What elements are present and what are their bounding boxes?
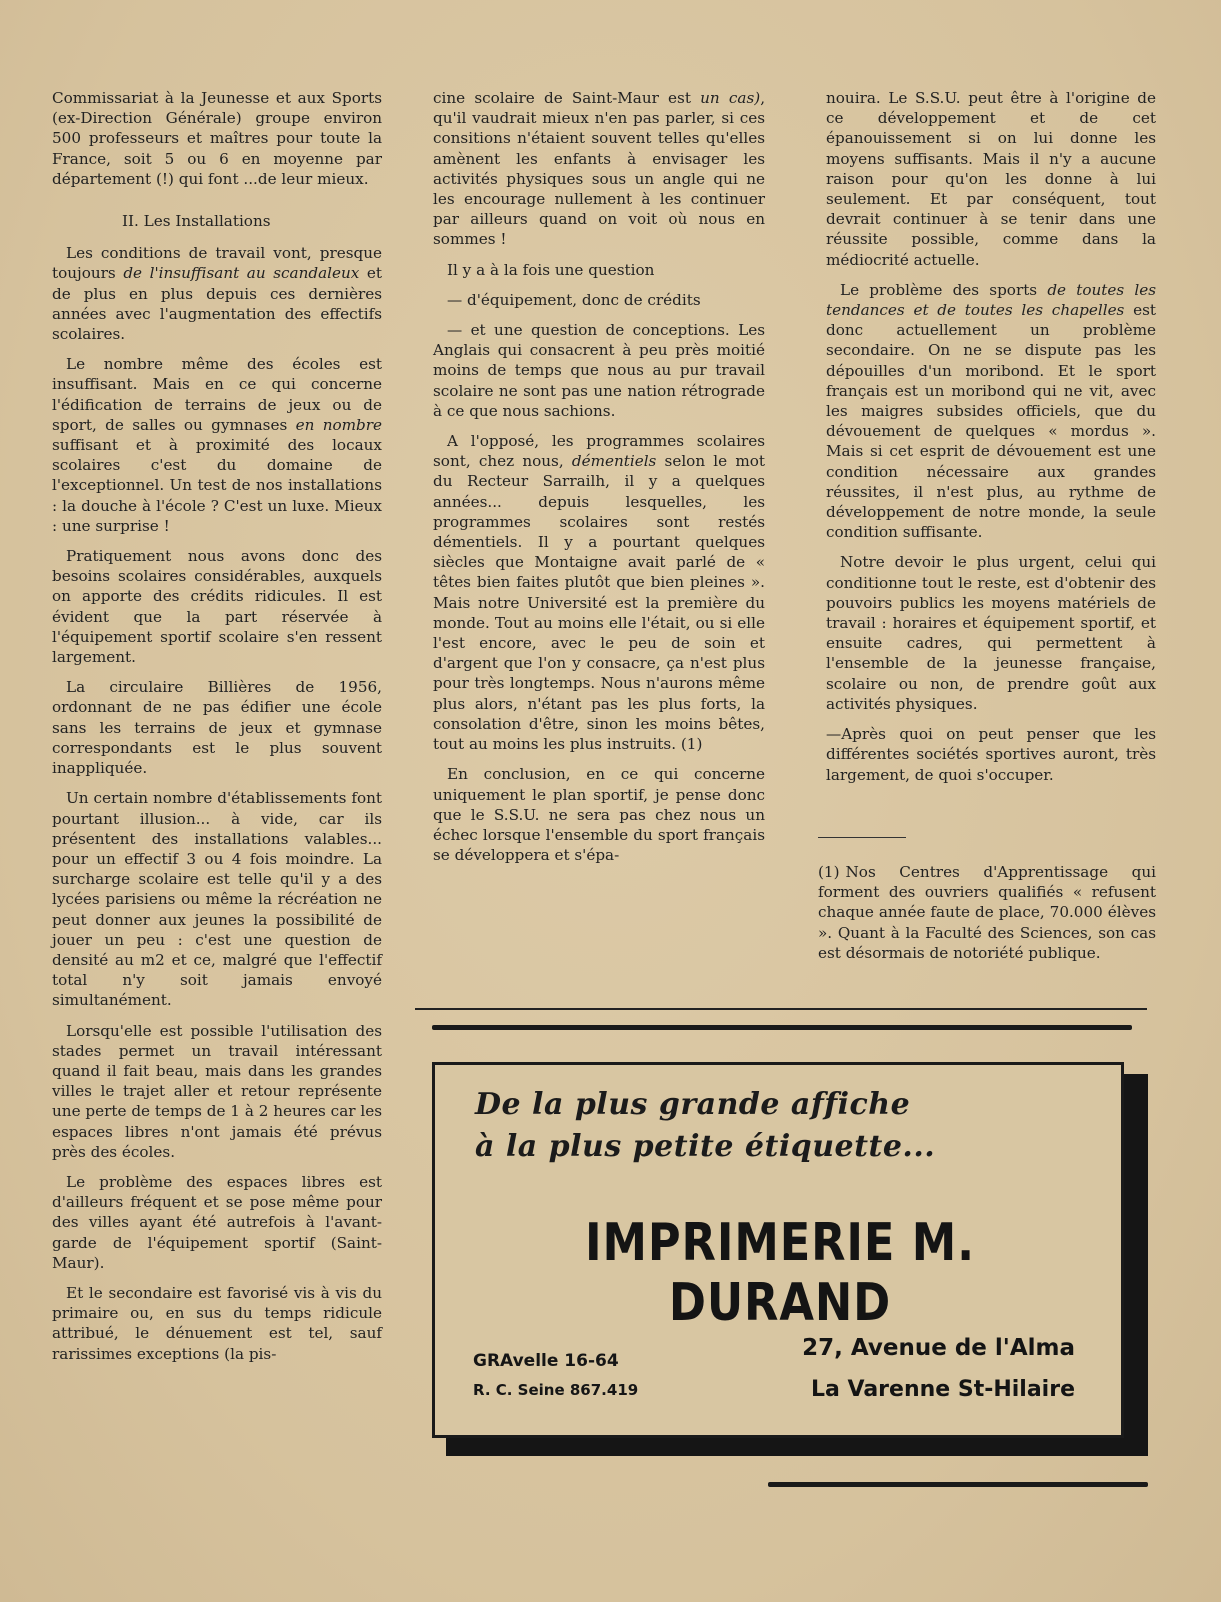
paragraph: Lorsqu'elle est possible l'utilisation des stades permet un travail intéressant quand il fait beau, mais dans les grandes villes le trajet aller et retour représente une perte de temps de 1 à 2 heures car les espaces libres n'ont jamais été prévus près des écoles. [52, 1021, 382, 1161]
footnote-divider [818, 837, 906, 838]
paragraph: Notre devoir le plus urgent, celui qui conditionne tout le reste, est d'obtenir des pouvoirs publics les moyens matériels de travail : horaires et équipement sportif, et ensuite cadres, qui permettent à l'ensemble de la jeunesse française, scolaire ou non, de prendre goût aux activités physiques. [826, 553, 1156, 713]
paragraph: En conclusion, en ce qui concerne uniquement le plan sportif, je pense donc que le S.S.U. ne sera pas chez nous un échec lorsque l'ensemble du sport français se développera et s'épa- [433, 765, 765, 865]
paragraph: nouira. Le S.S.U. peut être à l'origine de ce développement et de cet épanouissement si on lui donne les moyens suffisants. Mais il n'y a aucune raison pour qu'on les donne à lui seulement. Et par conséquent, tout devrait continuer à se tenir dans une réussite possible, comme dans la médiocrité actuelle. [826, 89, 1156, 269]
ad-city: La Varenne St-Hilaire [810, 1377, 1075, 1402]
paragraph: —Après quoi on peut penser que les différentes sociétés sportives auront, très largement, de quoi s'occuper. [826, 725, 1156, 784]
ad-top-rule [432, 1025, 1132, 1030]
advertisement [432, 1062, 1124, 1438]
paragraph: Pratiquement nous avons donc des besoins scolaires considérables, auxquels on apporte des crédits ridicules. Il est évident que la part réservée à l'équipement sportif scolaire s'en ressent largement. [52, 547, 382, 667]
paragraph: — d'équipement, donc de crédits [447, 290, 701, 309]
paragraph: Commissariat à la Jeunesse et aux Sports (ex-Direction Générale) groupe environ 500 professeurs et maîtres pour toute la France, soit 5 ou 6 en moyenne par département (!) qui font ...de leur mieux. [52, 89, 382, 188]
ad-tagline-line2: à la plus petite étiquette... [475, 1129, 936, 1164]
ad-registration: R. C. Seine 867.419 [473, 1381, 639, 1399]
paragraph: A l'opposé, les programmes scolaires sont, chez nous, démentiels selon le mot du Recteur Sarrailh, il y a quelques années... depuis lesquelles, les programmes scolaires sont restés démentiels. Il y a pourtant quelques siècles que Montaigne avait parlé de « têtes bien faites plutôt que bien pleines ». Mais notre Université est la première du monde. Tout au moins elle l'était, ou si elle l'est encore, avec le peu de soin et d'argent que l'on y consacre, ça n'est plus pour très longtemps. Nous n'aurons même plus alors, n'étant pas les plus forts, la consolation d'être, sinon les moins bêtes, tout au moins les plus instruits. (1) [433, 432, 765, 754]
article-column-3 [826, 88, 1156, 795]
paragraph: Un certain nombre d'établissements font pourtant illusion... à vide, car ils présentent des installations valables... pour un effectif 3 ou 4 fois moindre. La surcharge scolaire est telle qu'il y a des lycées parisiens ou même la récréation ne peut donner aux jeunes la possibilité de jouer un peu : c'est une question de densité au m2 et ce, malgré que l'effectif total n'y soit jamais envoyé simultanément. [52, 789, 382, 1010]
paragraph: Le problème des espaces libres est d'ailleurs fréquent et se pose même pour des villes ayant été autrefois à l'avant-garde de l'équipement sportif (Saint-Maur). [52, 1172, 382, 1272]
ad-address: 27, Avenue de l'Alma [802, 1335, 1075, 1361]
article-column-2 [433, 88, 765, 875]
paragraph: Et le secondaire est favorisé vis à vis du primaire ou, en sus du temps ridicule attribué, le dénuement est tel, sauf rarissimes exceptions (la pis- [52, 1283, 382, 1363]
ad-phone: GRAvelle 16-64 [473, 1351, 619, 1371]
paragraph: Il y a à la fois une question [447, 260, 655, 279]
bottom-rule [768, 1482, 1148, 1487]
footnote-text: Nos Centres d'Apprentissage qui forment des ouvriers qualifiés « refusent chaque année faute de place, 70.000 élèves ». Quant à la Faculté des Sciences, son cas est désormais de notoriété publique. [818, 863, 1156, 962]
paragraph: La circulaire Billières de 1956, ordonnant de ne pas édifier une école sans les terrains de jeux et gymnase correspondants est le plus souvent inappliquée. [52, 678, 382, 778]
paragraph: Les conditions de travail vont, presque toujours de l'insuffisant au scandaleux et de plus en plus depuis ces dernières années avec l'augmentation des effectifs scolaires. [52, 244, 383, 344]
paragraph: Le nombre même des écoles est insuffisant. Mais en ce qui concerne l'édification de terrains de jeux ou de sport, de salles ou gymnases en nombre suffisant et à proximité des locaux scolaires c'est du domaine de l'exceptionnel. Un test de nos installations : la douche à l'école ? C'est un luxe. Mieux : une surprise ! [52, 355, 382, 535]
section-divider [415, 1008, 1147, 1010]
ad-company-name: IMPRIMERIE M. DURAND [585, 1213, 975, 1333]
section-heading: II. Les Installations [122, 212, 271, 231]
paragraph: Le problème des sports de toutes les tendances et de toutes les chapelles est donc actuellement un problème secondaire. On ne se dispute pas les dépouilles d'un moribond. Et le sport français est un moribond qui ne vit, avec les maigres subsides officiels, que du dévouement de quelques « mordus ». Mais si cet esprit de dévouement est une condition nécessaire aux grandes réussites, il n'est plus, au rythme de développement de notre monde, la seule condition suffisante. [826, 280, 1156, 542]
paragraph: cine scolaire de Saint-Maur est un cas), qu'il vaudrait mieux n'en pas parler, si ces consitions n'étaient souvent telles qu'elles amènent les enfants à envisager les activités physiques sous un angle qui ne les encourage nullement à les continuer par ailleurs quand on voit où nous en sommes ! [433, 89, 766, 249]
article-column-1 [52, 88, 382, 1374]
footnote-mark: (1) [818, 863, 840, 881]
ad-tagline-line1: De la plus grande affiche [475, 1087, 911, 1122]
footnote [818, 862, 1156, 963]
paragraph: — et une question de conceptions. Les Anglais qui consacrent à peu près moitié moins de temps que nous au pur travail scolaire ne sont pas une nation rétrograde à ce que nous sachions. [433, 321, 765, 420]
